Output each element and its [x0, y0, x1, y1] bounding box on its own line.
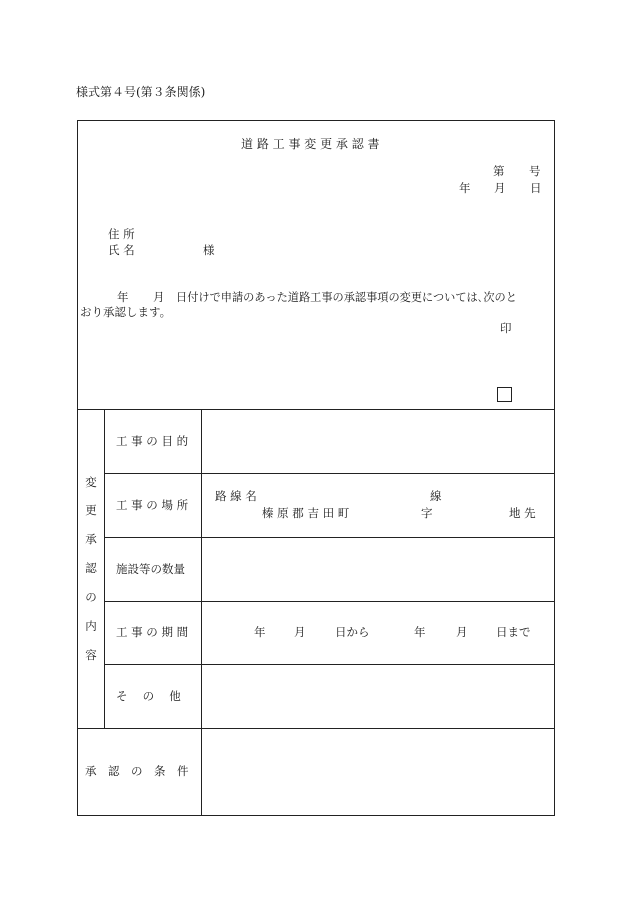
quantity-label: 施設等の数量	[116, 562, 185, 576]
divider-row-2	[104, 537, 555, 538]
other-label: そ の 他	[116, 689, 181, 703]
addressee-address-label: 住 所	[108, 227, 135, 241]
period-label: 工 事 の 期 間	[116, 625, 189, 639]
form-frame	[77, 120, 555, 816]
period-to-year: 年	[414, 625, 426, 639]
route-name-label: 路 線 名	[215, 489, 257, 503]
vertical-label-char: 内	[85, 619, 97, 633]
route-name-suffix: 線	[430, 489, 442, 503]
location-chisaki: 地 先	[509, 506, 536, 520]
issue-date-day: 日	[530, 181, 542, 195]
period-from-day: 日から	[335, 625, 370, 639]
body-month: 月	[153, 290, 165, 304]
period-to-month: 月	[456, 625, 468, 639]
vertical-label-char: 認	[85, 561, 97, 575]
body-text-line-2: おり承認します。	[80, 305, 172, 319]
location-label: 工 事 の 場 所	[116, 498, 189, 512]
vertical-label-char: 承	[85, 532, 97, 546]
period-from-month: 月	[294, 625, 306, 639]
body-text-line-1: 日付けで申請のあった道路工事の承認事項の変更については､次のと	[176, 291, 517, 304]
purpose-label: 工 事 の 目 的	[116, 434, 189, 448]
document-title: 道 路 工 事 変 更 承 認 書	[241, 137, 380, 151]
form-number: 様式第４号(第３条関係)	[76, 85, 206, 99]
divider-row-1	[104, 473, 555, 474]
divider-row-4	[104, 664, 555, 665]
period-from-year: 年	[254, 625, 266, 639]
divider-row-3	[104, 601, 555, 602]
issue-date-month: 月	[494, 181, 506, 195]
seal-checkbox	[497, 387, 512, 402]
location-aza: 字	[421, 506, 433, 520]
addressee-honorific: 様	[203, 243, 215, 257]
body-year: 年	[117, 290, 129, 304]
divider-label-column	[201, 409, 202, 816]
document-number-prefix: 第	[493, 164, 505, 178]
vertical-label-char: 容	[85, 648, 97, 662]
divider-content	[77, 728, 555, 729]
document-number-suffix: 号	[529, 164, 541, 178]
addressee-name-label: 氏 名	[108, 243, 135, 257]
vertical-label-char: の	[85, 590, 97, 604]
vertical-label-char: 更	[85, 503, 97, 517]
divider-header	[77, 409, 555, 410]
divider-vertical-label	[104, 409, 105, 728]
period-to-day: 日まで	[496, 625, 531, 639]
issue-date-year: 年	[459, 181, 471, 195]
vertical-label-char: 変	[85, 475, 97, 489]
conditions-label: 承 認 の 条 件	[85, 764, 189, 778]
location-town: 榛 原 郡 吉 田 町	[262, 506, 350, 520]
seal-mark: 印	[500, 321, 512, 335]
